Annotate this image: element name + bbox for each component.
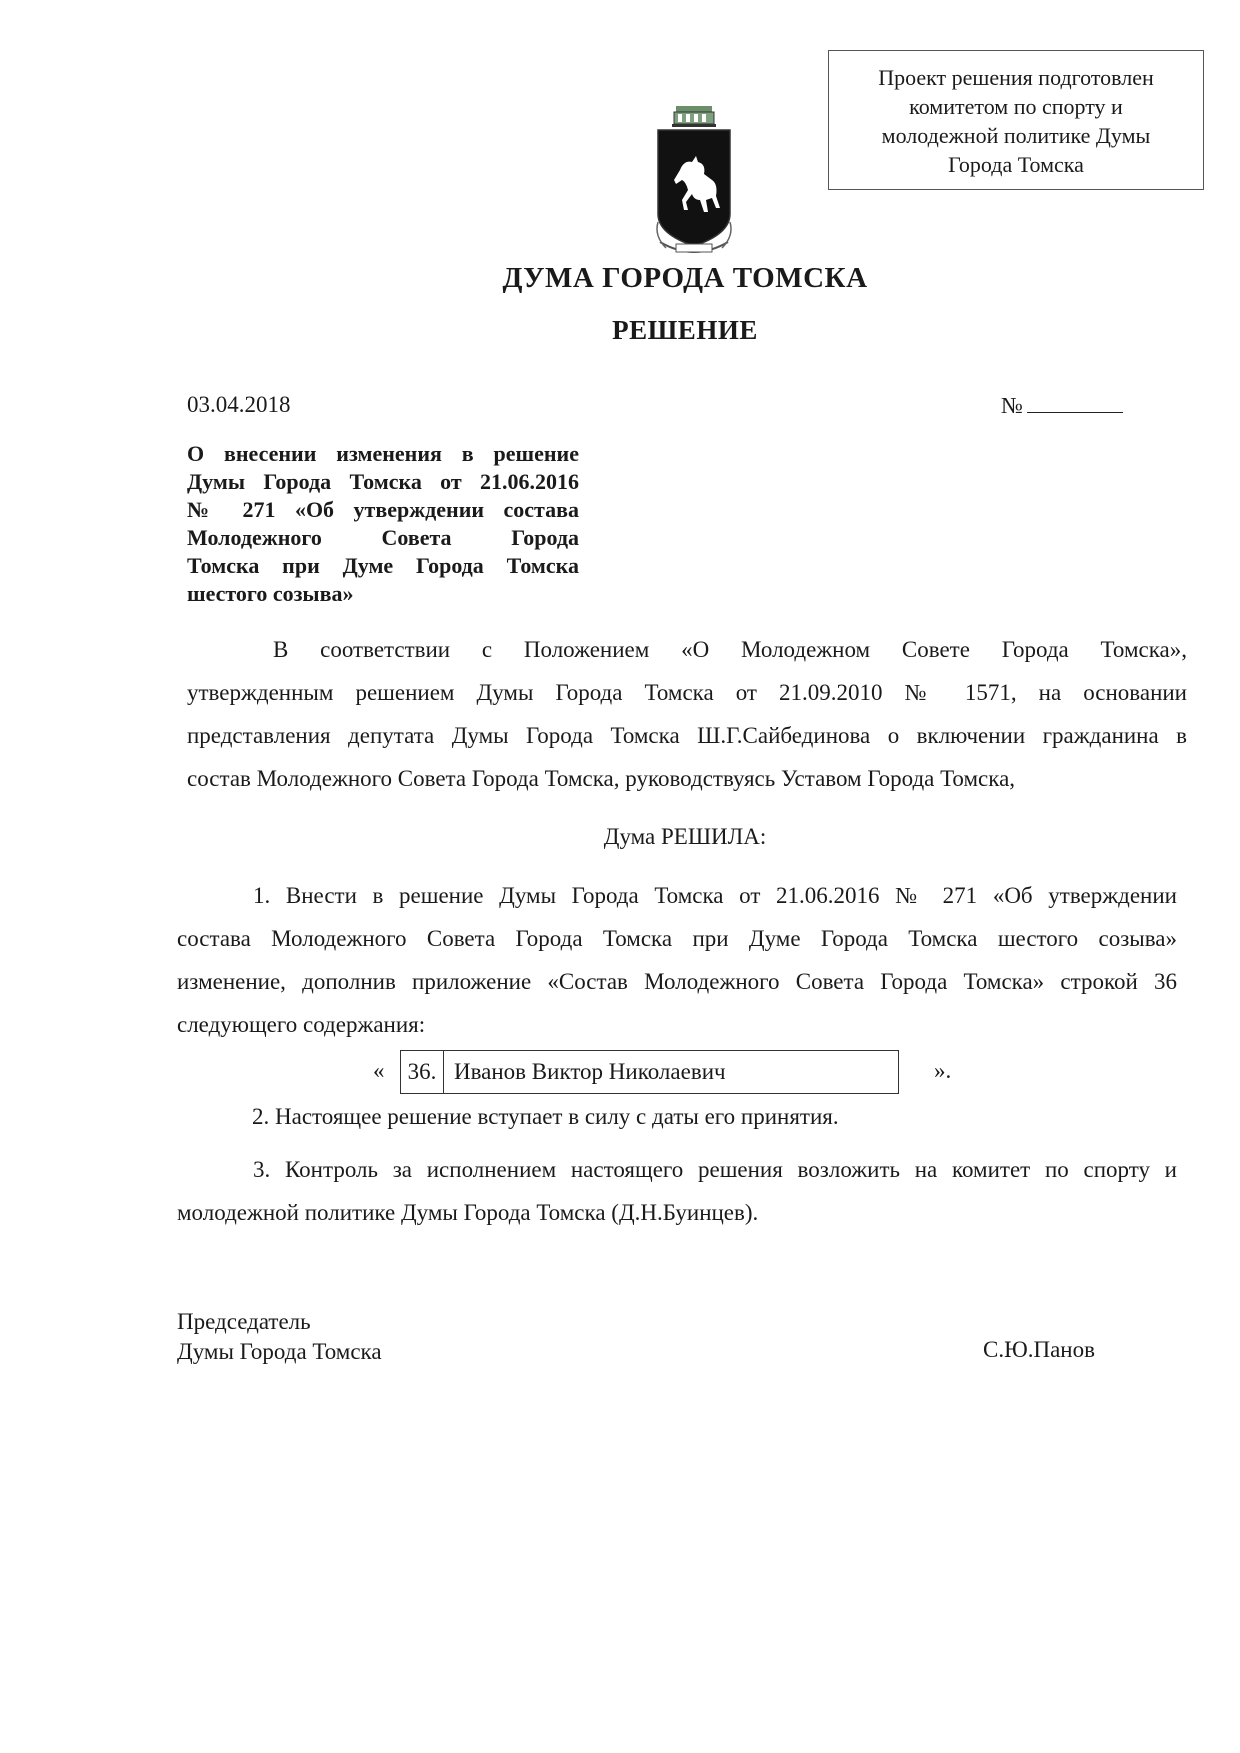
entry-open-quote: « — [373, 1058, 385, 1083]
project-note-box — [828, 50, 1204, 190]
signatory-title-line: Думы Города Томска — [177, 1339, 382, 1364]
item-1-line: следующего содержания: — [177, 1012, 426, 1037]
subject-line: шестого созыва» — [187, 581, 354, 606]
preamble-line: состав Молодежного Совета Города Томска, руководствуясь Уставом Города Томска, — [187, 766, 1016, 791]
item-3-line: 3. Контроль за исполнением настоящего решения возложить на комитет по спорту и — [253, 1157, 1177, 1182]
document-type-title: РЕШЕНИЕ — [612, 315, 758, 345]
project-note-line: комитетом по спорту и — [909, 94, 1123, 119]
subject-line: Молодежного Совета Города — [187, 525, 579, 550]
subject-line: О внесении изменения в решение — [187, 441, 579, 466]
project-note-line: Города Томска — [948, 152, 1084, 177]
signatory-name: С.Ю.Панов — [983, 1337, 1095, 1362]
preamble-line: В соответствии с Положением «О Молодежном Совете Города Томска», — [273, 637, 1187, 662]
number-label: № — [1001, 393, 1023, 418]
signatory-title-line: Председатель — [177, 1309, 311, 1334]
project-note-line: Проект решения подготовлен — [878, 65, 1154, 90]
organization-title: ДУМА ГОРОДА ТОМСКА — [502, 262, 868, 294]
subject-line: Томска при Думе Города Томска — [187, 553, 579, 578]
decision-date: 03.04.2018 — [187, 392, 291, 417]
entry-number-cell: 36. — [401, 1051, 444, 1094]
project-note-line: молодежной политике Думы — [881, 123, 1151, 148]
entry-close-quote: ». — [934, 1058, 952, 1083]
subject-line: Думы Города Томска от 21.06.2016 — [187, 469, 579, 494]
crown-icon — [672, 106, 716, 127]
number-blank-line — [1027, 392, 1123, 413]
item-2-paragraph: 2. Настоящее решение вступает в силу с даты его принятия. — [252, 1104, 839, 1129]
resolved-heading: Дума РЕШИЛА: — [603, 824, 767, 849]
item-1-line: состава Молодежного Совета Города Томска при Думе Города Томска шестого созыва» — [177, 926, 1177, 951]
preamble-paragraph — [187, 628, 1187, 800]
item-1-line: изменение, дополнив приложение «Состав Молодежного Совета Города Томска» строкой 36 — [177, 969, 1177, 994]
preamble-line: утвержденным решением Думы Города Томска от 21.09.2010 № 1571, на основании — [187, 680, 1187, 705]
table-row — [401, 1051, 899, 1094]
entry-table — [400, 1050, 899, 1094]
decision-subject — [187, 440, 579, 608]
subject-line: № 271 «Об утверждении состава — [187, 497, 579, 522]
entry-name-cell: Иванов Виктор Николаевич — [444, 1051, 899, 1094]
item-1-paragraph — [177, 874, 1177, 1046]
item-3-paragraph — [177, 1148, 1177, 1234]
preamble-line: представления депутата Думы Города Томска Ш.Г.Сайбединова о включении гражданина в — [187, 723, 1187, 748]
tomsk-coat-of-arms-icon — [636, 104, 752, 264]
decision-number — [1001, 392, 1123, 419]
item-3-line: молодежной политике Думы Города Томска (Д.Н.Буинцев). — [177, 1200, 759, 1225]
item-1-line: 1. Внести в решение Думы Города Томска от 21.06.2016 № 271 «Об утверждении — [253, 883, 1177, 908]
signatory-title — [177, 1307, 382, 1367]
